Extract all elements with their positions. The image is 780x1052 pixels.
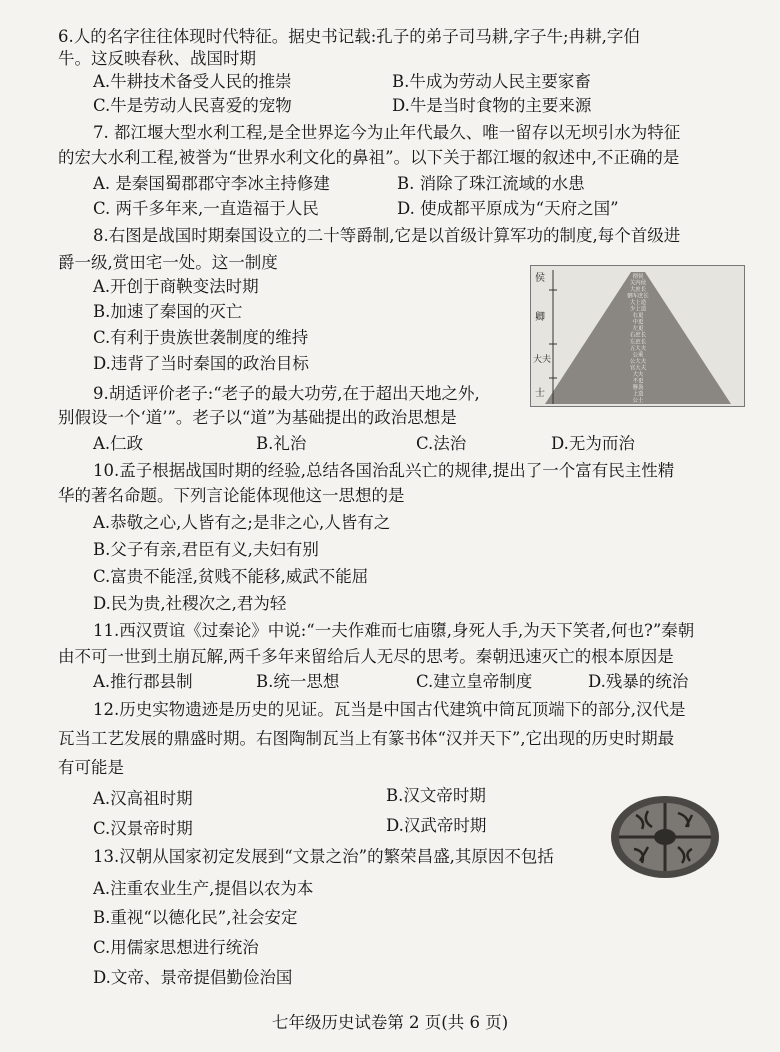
pyramid-rank-label: 官大夫 xyxy=(629,365,647,372)
pyramid-rank-label: 左更 xyxy=(632,326,644,333)
q10-option-d: D.民为贵,社稷次之,君为轻 xyxy=(93,594,287,613)
q7-stem-line1: 7. 都江堰大型水利工程,是全世界迄今为止年代最久、唯一留存以无坝引水为特征 xyxy=(93,123,681,142)
q12-option-d: D.汉武帝时期 xyxy=(386,816,487,835)
q8-option-c: C.有利于贵族世袭制度的维持 xyxy=(93,328,309,347)
pyramid-rank-label: 五大夫 xyxy=(629,345,647,352)
eave-tile-figure xyxy=(608,793,723,881)
q10-stem-line2: 华的著名命题。下列言论能体现他这一思想的是 xyxy=(58,486,405,505)
pyramid-rank-label: 中更 xyxy=(632,319,644,326)
pyramid-rank-label: 公士 xyxy=(632,398,644,404)
pyramid-label-hou: 侯 xyxy=(535,273,545,284)
q6-stem-line2: 牛。这反映春秋、战国时期 xyxy=(58,49,256,68)
q12-stem-line1: 12.历史实物遗迹是历史的见证。瓦当是中国古代建筑中筒瓦顶端下的部分,汉代是 xyxy=(93,700,686,719)
q7-option-d: D. 使成都平原成为“天府之国” xyxy=(397,199,619,218)
rank-pyramid-figure xyxy=(530,265,745,407)
q11-stem-line2: 由不可一世到土崩瓦解,两千多年来留给后人无尽的思考。秦朝迅速灭亡的根本原因是 xyxy=(58,647,674,666)
q6-option-a: A.牛耕技术备受人民的推崇 xyxy=(93,72,292,91)
pyramid-rank-label: 彻侯 xyxy=(632,274,644,280)
q7-option-b: B. 消除了珠江流域的水患 xyxy=(397,174,585,193)
pyramid-rank-label: 公乘 xyxy=(632,352,644,359)
q10-option-a: A.恭敬之心,人皆有之;是非之心,人皆有之 xyxy=(93,513,391,532)
pyramid-rank-label: 右庶长 xyxy=(629,332,647,339)
pyramid-rank-label: 公大夫 xyxy=(629,358,647,365)
q11-option-d: D.残暴的统治 xyxy=(588,672,689,691)
q9-stem-line1: 9.胡适评价老子:“老子的最大功劳,在于超出天地之外, xyxy=(93,384,480,403)
rank-pyramid-svg xyxy=(531,266,744,406)
pyramid-rank-label: 簪袅 xyxy=(632,384,644,391)
pyramid-rank-label: 左庶长 xyxy=(629,339,647,346)
pyramid-rank-label: 上造 xyxy=(632,391,644,398)
q11-option-c: C.建立皇帝制度 xyxy=(416,672,533,691)
q13-option-c: C.用儒家思想进行统治 xyxy=(93,938,259,957)
q12-stem-line3: 有可能是 xyxy=(58,758,124,777)
pyramid-rank-label: 少上造 xyxy=(629,306,647,313)
q9-option-c: C.法治 xyxy=(416,434,467,453)
q12-option-c: C.汉景帝时期 xyxy=(93,819,193,838)
q9-option-b: B.礼治 xyxy=(256,434,307,453)
pyramid-label-qing: 卿 xyxy=(535,312,545,323)
q7-stem-line2: 的宏大水利工程,被誉为“世界水利文化的鼻祖”。以下关于都江堰的叙述中,不正确的是 xyxy=(58,148,680,167)
pyramid-rank-label: 大上造 xyxy=(629,300,647,307)
pyramid-rank-label: 不更 xyxy=(632,378,644,385)
q9-option-a: A.仁政 xyxy=(93,434,144,453)
q8-stem-line1: 8.右图是战国时期秦国设立的二十等爵制,它是以首级计算军功的制度,每个首级进 xyxy=(93,226,681,245)
q9-stem-line2: 别假设一个‘道’”。老子以“道”为基础提出的政治思想是 xyxy=(58,408,457,427)
q8-option-d: D.违背了当时秦国的政治目标 xyxy=(93,354,309,373)
pyramid-rank-label: 驷车庶长 xyxy=(627,293,649,300)
q10-option-b: B.父子有亲,君臣有义,夫妇有别 xyxy=(93,540,319,559)
q13-stem-line1: 13.汉朝从国家初定发展到“文景之治”的繁荣昌盛,其原因不包括 xyxy=(93,847,554,866)
q12-stem-line2: 瓦当工艺发展的鼎盛时期。右图陶制瓦当上有篆书体“汉并天下”,它出现的历史时期最 xyxy=(58,729,675,748)
q13-option-a: A.注重农业生产,提倡以农为本 xyxy=(93,879,314,898)
q13-option-b: B.重视“以德化民”,社会安定 xyxy=(93,908,298,927)
q6-option-c: C.牛是劳动人民喜爱的宠物 xyxy=(93,96,292,115)
q7-option-a: A. 是秦国蜀郡郡守李冰主持修建 xyxy=(93,174,330,193)
pyramid-rank-label: 大夫 xyxy=(632,371,644,378)
q13-option-d: D.文帝、景帝提倡勤俭治国 xyxy=(93,968,293,987)
pyramid-rank-label: 关内侯 xyxy=(629,280,647,287)
q8-option-b: B.加速了秦国的灭亡 xyxy=(93,302,243,321)
q7-option-c: C. 两千多年来,一直造福于人民 xyxy=(93,199,319,218)
q10-option-c: C.富贵不能淫,贫贱不能移,威武不能屈 xyxy=(93,567,369,586)
q12-option-b: B.汉文帝时期 xyxy=(386,786,486,805)
q6-option-b: B.牛成为劳动人民主要家畜 xyxy=(392,72,591,91)
q6-option-d: D.牛是当时食物的主要来源 xyxy=(392,96,592,115)
pyramid-rank-label: 右更 xyxy=(632,313,644,320)
q12-option-a: A.汉高祖时期 xyxy=(93,789,193,808)
q6-stem-line1: 6.人的名字往往体现时代特征。据史书记载:孔子的弟子司马耕,字子牛;冉耕,字伯 xyxy=(58,27,640,46)
pyramid-label-shi: 士 xyxy=(535,388,545,399)
q11-option-a: A.推行郡县制 xyxy=(93,672,193,691)
q8-option-a: A.开创于商鞅变法时期 xyxy=(93,277,259,296)
q10-stem-line1: 10.孟子根据战国时期的经验,总结各国治乱兴亡的规律,提出了一个富有民主性精 xyxy=(93,461,675,480)
q8-stem-line2: 爵一级,赏田宅一处。这一制度 xyxy=(58,253,278,272)
page-footer: 七年级历史试卷第 2 页(共 6 页) xyxy=(271,1013,509,1032)
q11-option-b: B.统一思想 xyxy=(256,672,340,691)
q11-stem-line1: 11.西汉贾谊《过秦论》中说:“一夫作难而七庙隳,身死人手,为天下笑者,何也?”秦朝 xyxy=(93,621,695,640)
pyramid-label-dafu: 大夫 xyxy=(533,355,552,365)
eave-tile-svg xyxy=(608,793,723,881)
pyramid-rank-label: 大庶长 xyxy=(629,287,647,294)
q9-option-d: D.无为而治 xyxy=(551,434,635,453)
